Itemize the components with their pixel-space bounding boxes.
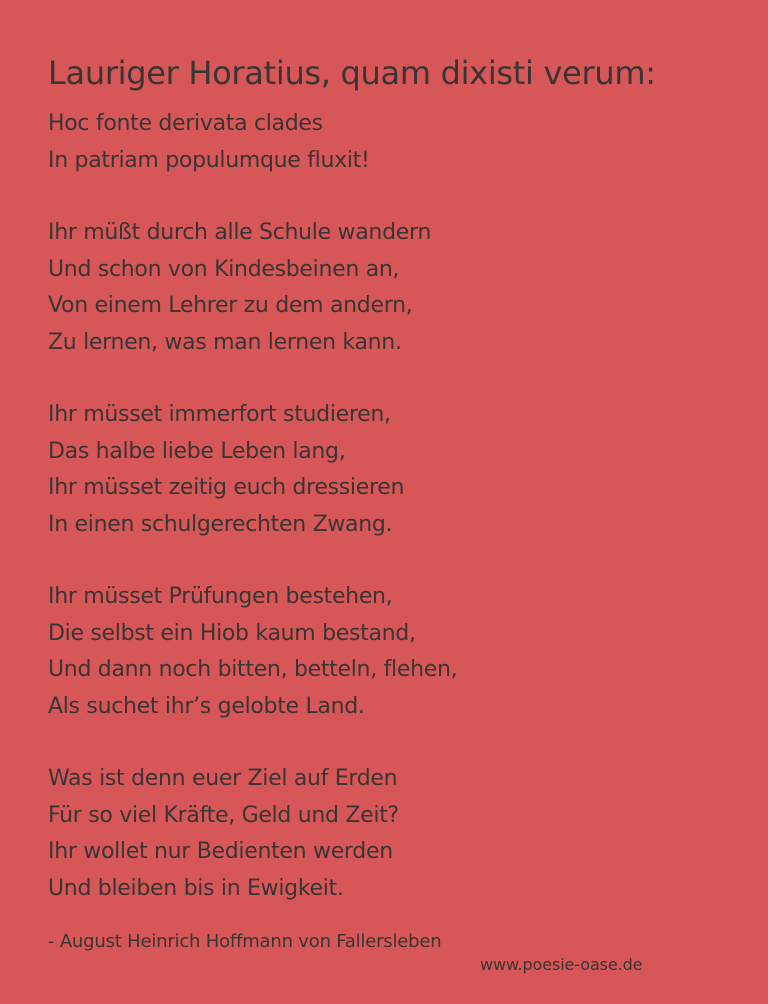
poem-title: Lauriger Horatius, quam dixisti verum: bbox=[48, 54, 656, 92]
poem-line: Und schon von Kindesbeinen an, bbox=[48, 256, 400, 282]
poem-line: Hoc fonte derivata clades bbox=[48, 111, 323, 136]
stanza bbox=[48, 761, 457, 907]
stanza bbox=[48, 215, 457, 361]
poem-line: Die selbst ein Hiob kaum bestand, bbox=[48, 620, 416, 646]
poem-line: In einen schulgerechten Zwang. bbox=[48, 511, 393, 537]
website-watermark: www.poesie-oase.de bbox=[480, 955, 643, 974]
poem-line: Ihr müsset immerfort studieren, bbox=[48, 402, 391, 427]
poem-line: Von einem Lehrer zu dem andern, bbox=[48, 293, 413, 318]
poem-line: Das halbe liebe Leben lang, bbox=[48, 438, 346, 464]
poem-line: Ihr müßt durch alle Schule wandern bbox=[48, 220, 431, 245]
poem-line: Für so viel Kräfte, Geld und Zeit? bbox=[48, 802, 399, 828]
poem-line: Und dann noch bitten, betteln, flehen, bbox=[48, 657, 458, 682]
stanza bbox=[48, 579, 457, 725]
poem-author: - August Heinrich Hoffmann von Fallersleben bbox=[48, 931, 442, 952]
poem-line: Was ist denn euer Ziel auf Erden bbox=[48, 766, 398, 791]
poem-line: Zu lernen, was man lernen kann. bbox=[48, 329, 402, 355]
stanza bbox=[48, 397, 457, 543]
poem-line: Ihr müsset zeitig euch dressieren bbox=[48, 475, 405, 500]
poem-line: In patriam populumque fluxit! bbox=[48, 147, 370, 173]
poem-line: Als suchet ihr’s gelobte Land. bbox=[48, 693, 365, 719]
poem-line: Und bleiben bis in Ewigkeit. bbox=[48, 875, 344, 901]
poem-line: Ihr müsset Prüfungen bestehen, bbox=[48, 584, 393, 609]
poem-line: Ihr wollet nur Bedienten werden bbox=[48, 839, 393, 864]
poem-body bbox=[48, 106, 457, 943]
stanza bbox=[48, 106, 457, 179]
